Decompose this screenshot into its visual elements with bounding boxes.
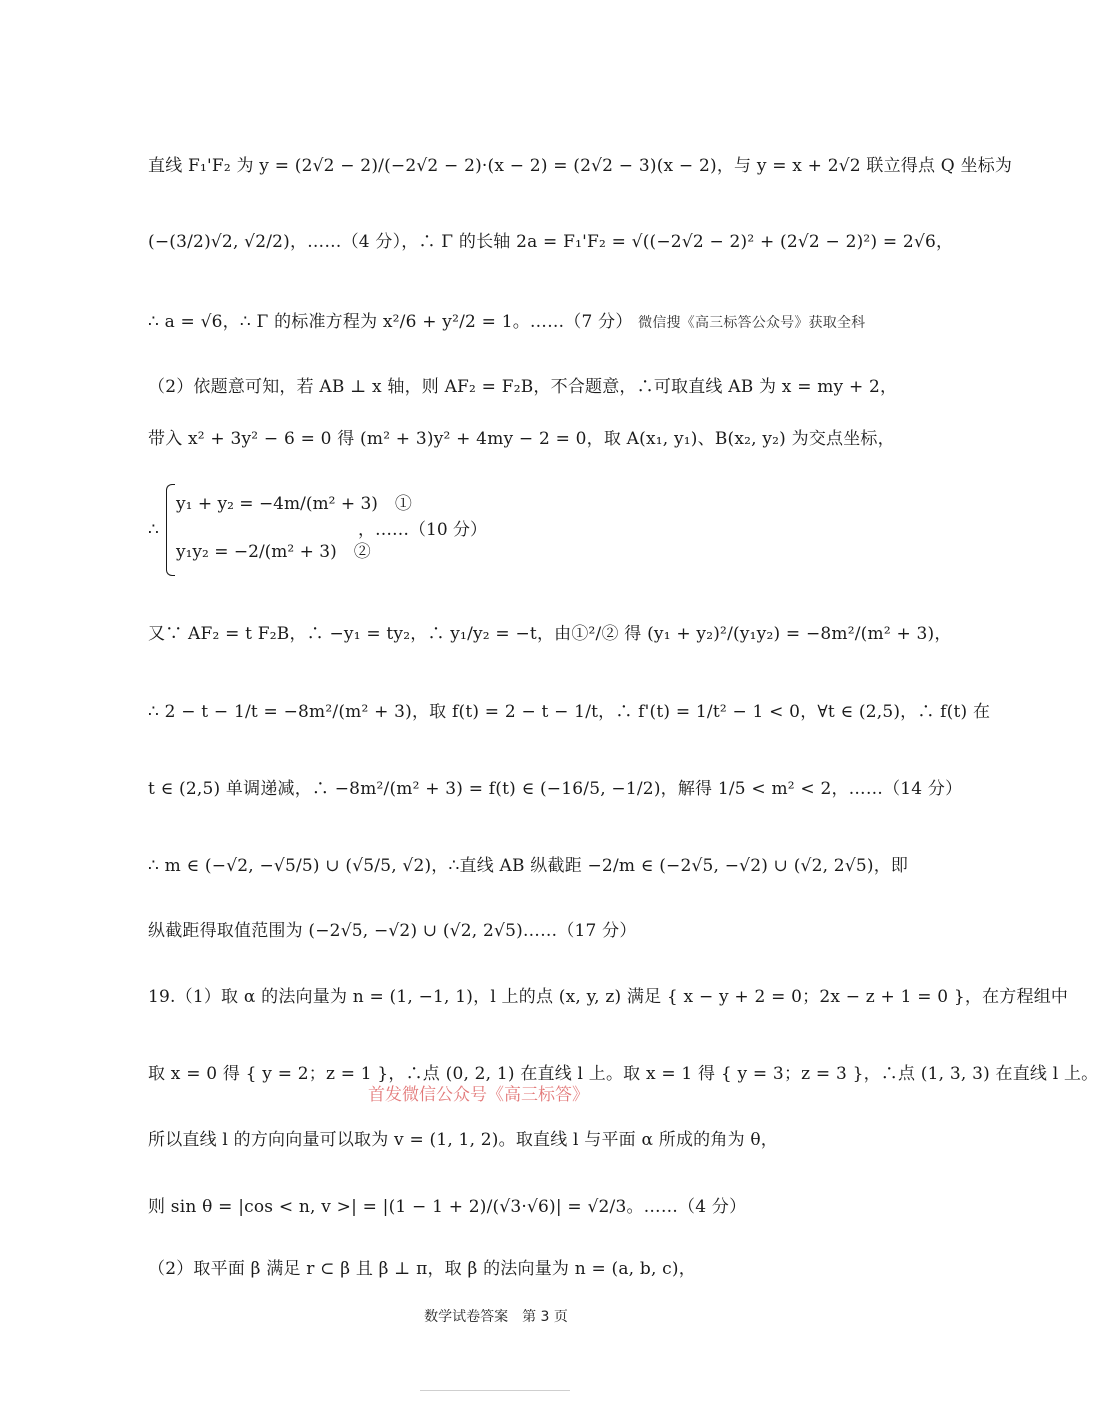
solution-line-14: 则 sin θ = |cos < n, v >| = |(1 − 1 + 2)/(√3·√6)| = √2/3。……（4 分）: [148, 1197, 747, 1217]
solution-line-11: 19.（1）取 α 的法向量为 n = (1, −1, 1)，l 上的点 (x, y, z) 满足 { x − y + 2 = 0；2x − z + 1 = 0 }，在方程组中: [148, 987, 1069, 1007]
solution-line-13: 所以直线 l 的方向向量可以取为 v = (1, 1, 2)。取直线 l 与平面 α 所成的角为 θ，: [148, 1130, 779, 1150]
solution-line-3-text: ∴ a = √6，∴ Γ 的标准方程为 x²/6 + y²/2 = 1。……（7 分）: [148, 312, 633, 332]
solution-line-9: ∴ m ∈ (−√2, −√5/5) ∪ (√5/5, √2)，∴直线 AB 纵截距 −2/m ∈ (−2√5, −√2) ∪ (√2, 2√5)，即: [148, 856, 909, 876]
solution-line-12: 取 x = 0 得 { y = 2；z = 1 }，∴点 (0, 2, 1) 在直线 l 上。取 x = 1 得 { y = 3；z = 3 }，∴点 (1, 3, 3) 在直线 l 上。: [148, 1064, 1098, 1084]
page-footer: 数学试卷答案 第 3 页: [424, 1309, 568, 1325]
solution-line-1: 直线 F₁'F₂ 为 y = (2√2 − 2)/(−2√2 − 2)·(x − 2) = (2√2 − 3)(x − 2)，与 y = x + 2√2 联立得点 Q 坐标为: [148, 156, 1013, 176]
side-note: 微信搜《高三标答公众号》获取全科: [638, 314, 866, 330]
equation-system: [148, 478, 568, 582]
system-row-2: y₁y₂ = −2/(m² + 3) ②: [176, 542, 371, 562]
solution-line-6: 又∵ AF₂ = t F₂B，∴ −y₁ = ty₂，∴ y₁/y₂ = −t，由①²/② 得 (y₁ + y₂)²/(y₁y₂) = −8m²/(m² + 3)，: [148, 624, 952, 644]
solution-line-3: [148, 310, 866, 334]
system-score: ，……（10 分）: [358, 520, 488, 540]
solution-line-8: t ∈ (2,5) 单调递减，∴ −8m²/(m² + 3) = f(t) ∈ (−16/5, −1/2)，解得 1/5 < m² < 2，……（14 分）: [148, 779, 963, 799]
bottom-divider: [420, 1390, 570, 1391]
solution-line-5: 带入 x² + 3y² − 6 = 0 得 (m² + 3)y² + 4my − 2 = 0，取 A(x₁, y₁)、B(x₂, y₂) 为交点坐标，: [148, 429, 895, 449]
brace-icon: [166, 484, 175, 576]
therefore-symbol: ∴: [148, 520, 159, 540]
solution-line-7: ∴ 2 − t − 1/t = −8m²/(m² + 3)，取 f(t) = 2 − t − 1/t，∴ f'(t) = 1/t² − 1 < 0，∀t ∈ (2,5)，∴ f(t) 在: [148, 702, 991, 722]
solution-line-2: (−(3/2)√2, √2/2)，……（4 分），∴ Γ 的长轴 2a = F₁'F₂ = √((−2√2 − 2)² + (2√2 − 2)²) = 2√6，: [148, 232, 954, 252]
solution-line-15: （2）取平面 β 满足 r ⊂ β 且 β ⊥ π，取 β 的法向量为 n = (a, b, c)，: [148, 1259, 696, 1279]
system-row-1: y₁ + y₂ = −4m/(m² + 3) ①: [176, 494, 412, 514]
solution-line-10: 纵截距得取值范围为 (−2√5, −√2) ∪ (√2, 2√5)……（17 分）: [148, 921, 637, 941]
solution-line-4: （2）依题意可知，若 AB ⊥ x 轴，则 AF₂ = F₂B，不合题意，∴可取直线 AB 为 x = my + 2，: [148, 377, 898, 397]
red-watermark: 首发微信公众号《高三标答》: [368, 1085, 589, 1105]
